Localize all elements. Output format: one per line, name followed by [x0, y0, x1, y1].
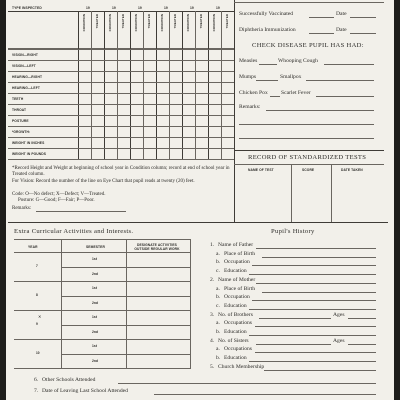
year-label: 8: [36, 292, 38, 297]
history-item-number: b.: [216, 259, 221, 266]
treated-column-label: TREATED: [225, 14, 229, 29]
health-row-label: WEIGHT IN INCHES: [12, 141, 45, 145]
history-item-label: Occupation: [224, 294, 250, 301]
treated-column-label: TREATED: [121, 14, 125, 29]
margin-mark: ✕: [38, 314, 42, 319]
bottom-item-7-num: 7.: [34, 388, 39, 394]
extra-col-semester: SEMESTER: [86, 245, 105, 249]
semester-label: 1st: [92, 315, 98, 319]
year-label: 7: [36, 263, 38, 268]
health-row-label: HEARING—LEFT: [12, 86, 40, 90]
health-row-label: POSTURE: [12, 119, 29, 123]
semester-label: 1st: [92, 257, 98, 261]
health-row-label: VISION—LEFT: [12, 64, 36, 68]
treated-column-label: TREATED: [147, 14, 151, 29]
disease-smallpox: Smallpox: [280, 74, 302, 80]
history-item-label: Name of Mother: [218, 276, 256, 283]
history-item-label: Occupations: [224, 320, 252, 327]
disease-mumps: Mumps: [239, 74, 257, 80]
condition-column-label: CONDITION: [108, 14, 112, 32]
history-item-number: c.: [216, 302, 220, 309]
disease-heading: CHECK DISEASE PUPIL HAS HAD:: [252, 42, 364, 49]
history-item-label: Place of Birth: [224, 285, 256, 292]
grade-year-4: 19: [164, 6, 168, 10]
history-item-label: Education: [224, 268, 247, 275]
condition-column-label: CONDITION: [186, 14, 190, 32]
remarks-left-label: Remarks:: [12, 206, 32, 211]
extra-col-year: YEAR: [28, 245, 38, 249]
tests-col-date: DATE TAKEN: [341, 168, 363, 172]
history-item-label: Education: [224, 302, 247, 309]
vaccinated-label: Successfully Vaccinated: [239, 11, 294, 17]
record-card: [6, 0, 394, 400]
posture-line: Posture: G—Good; F—Fair; P—Poor.: [18, 198, 95, 203]
diphtheria-label: Diphtheria Immunization: [239, 27, 296, 33]
grade-year-6: 19: [216, 6, 220, 10]
semester-label: 2nd: [92, 329, 99, 334]
tests-title: RECORD OF STANDARDIZED TESTS: [248, 154, 367, 161]
history-item-number: b.: [216, 329, 221, 335]
health-row-label: HEARING—RIGHT: [12, 75, 43, 79]
bottom-item-6: Other Schools Attended: [42, 377, 96, 383]
grade-year-3: 19: [138, 6, 142, 10]
vaccinated-date-label: Date: [336, 11, 347, 17]
history-item-number: a.: [216, 320, 220, 327]
history-item-label: Education: [224, 355, 247, 362]
history-item-label: Church Membership: [218, 363, 265, 370]
history-item-label: No. of Sisters: [218, 337, 249, 344]
history-item-label: Occupation: [224, 259, 250, 266]
history-item-number: a.: [216, 346, 220, 353]
history-ages-label: Ages: [333, 311, 345, 318]
history-item-number: b.: [216, 294, 221, 301]
vision-note: For Vision: Record the number of the line on Eye Chart that pupil reads at twenty (20) feet.: [12, 179, 195, 184]
history-item-number: a.: [216, 285, 220, 292]
history-item-label: Place of Birth: [224, 250, 256, 257]
condition-column-label: CONDITION: [160, 14, 164, 32]
type-inspected-label: TYPE INSPECTED: [12, 6, 42, 10]
condition-column-label: CONDITION: [82, 14, 86, 32]
tests-col-score: SCORE: [302, 168, 315, 172]
semester-label: 2nd: [92, 271, 99, 276]
health-row-label: VISION—RIGHT: [12, 53, 38, 57]
history-item-number: 5.: [210, 363, 215, 370]
disease-chicken-pox: Chicken Pox: [239, 90, 268, 96]
disease-measles: Measles: [239, 58, 258, 64]
treated-column-label: TREATED: [95, 14, 99, 29]
history-item-number: 1.: [210, 242, 215, 248]
extra-col-activities: DESIGNATE ACTIVITIES OUTSIDE REGULAR WORK: [134, 243, 180, 251]
history-ages-label: Ages: [333, 337, 345, 344]
health-row-label: THROAT: [12, 108, 27, 112]
health-row-label: TEETH: [12, 97, 24, 101]
treated-column-label: TREATED: [199, 14, 203, 29]
year-label: 10: [36, 350, 40, 355]
history-item-number: 2.: [210, 276, 215, 283]
history-item-label: Name of Father: [218, 242, 254, 248]
grade-year-1: 19: [86, 6, 90, 10]
condition-column-label: CONDITION: [212, 14, 216, 32]
history-item-number: b.: [216, 355, 221, 362]
health-row-label: *GROWTH:: [12, 130, 31, 134]
growth-note: *Record Height and Weight at beginning of school year in Condition column; record at end of school year in Treated column.: [12, 166, 230, 177]
treated-column-label: TREATED: [173, 14, 177, 29]
semester-label: 2nd: [92, 300, 99, 305]
extra-title: Extra Curricular Activities and Interests.: [14, 228, 134, 235]
disease-scarlet-fever: Scarlet Fever: [281, 90, 311, 96]
history-item-number: 3.: [210, 311, 215, 318]
history-title: Pupil's History: [271, 228, 315, 235]
condition-column-label: CONDITION: [134, 14, 138, 32]
history-item-label: No. of Brothers: [218, 311, 253, 318]
history-item-number: a.: [216, 250, 220, 257]
history-item-number: c.: [216, 268, 220, 275]
remarks-right-label: Remarks:: [239, 104, 261, 110]
semester-label: 2nd: [92, 358, 99, 363]
history-item-number: 4.: [210, 337, 215, 344]
grade-year-5: 19: [190, 6, 194, 10]
bottom-item-6-num: 6.: [34, 377, 39, 383]
semester-label: 1st: [92, 344, 98, 348]
grade-year-2: 19: [112, 6, 116, 10]
bottom-item-7: Date of Leaving Last School Attended: [42, 388, 128, 394]
diphtheria-date-label: Date: [336, 27, 347, 33]
semester-label: 1st: [92, 286, 98, 290]
disease-whooping-cough: Whooping Cough: [278, 58, 318, 64]
history-item-label: Education: [224, 329, 247, 335]
health-row-label: WEIGHT IN POUNDS: [12, 152, 47, 156]
history-item-label: Occupations: [224, 346, 252, 353]
tests-col-name: NAME OF TEST: [248, 168, 274, 172]
year-label: 9: [36, 321, 38, 326]
code-line: Code: O—No defect; X—Defect; V—Treated.: [12, 192, 106, 197]
